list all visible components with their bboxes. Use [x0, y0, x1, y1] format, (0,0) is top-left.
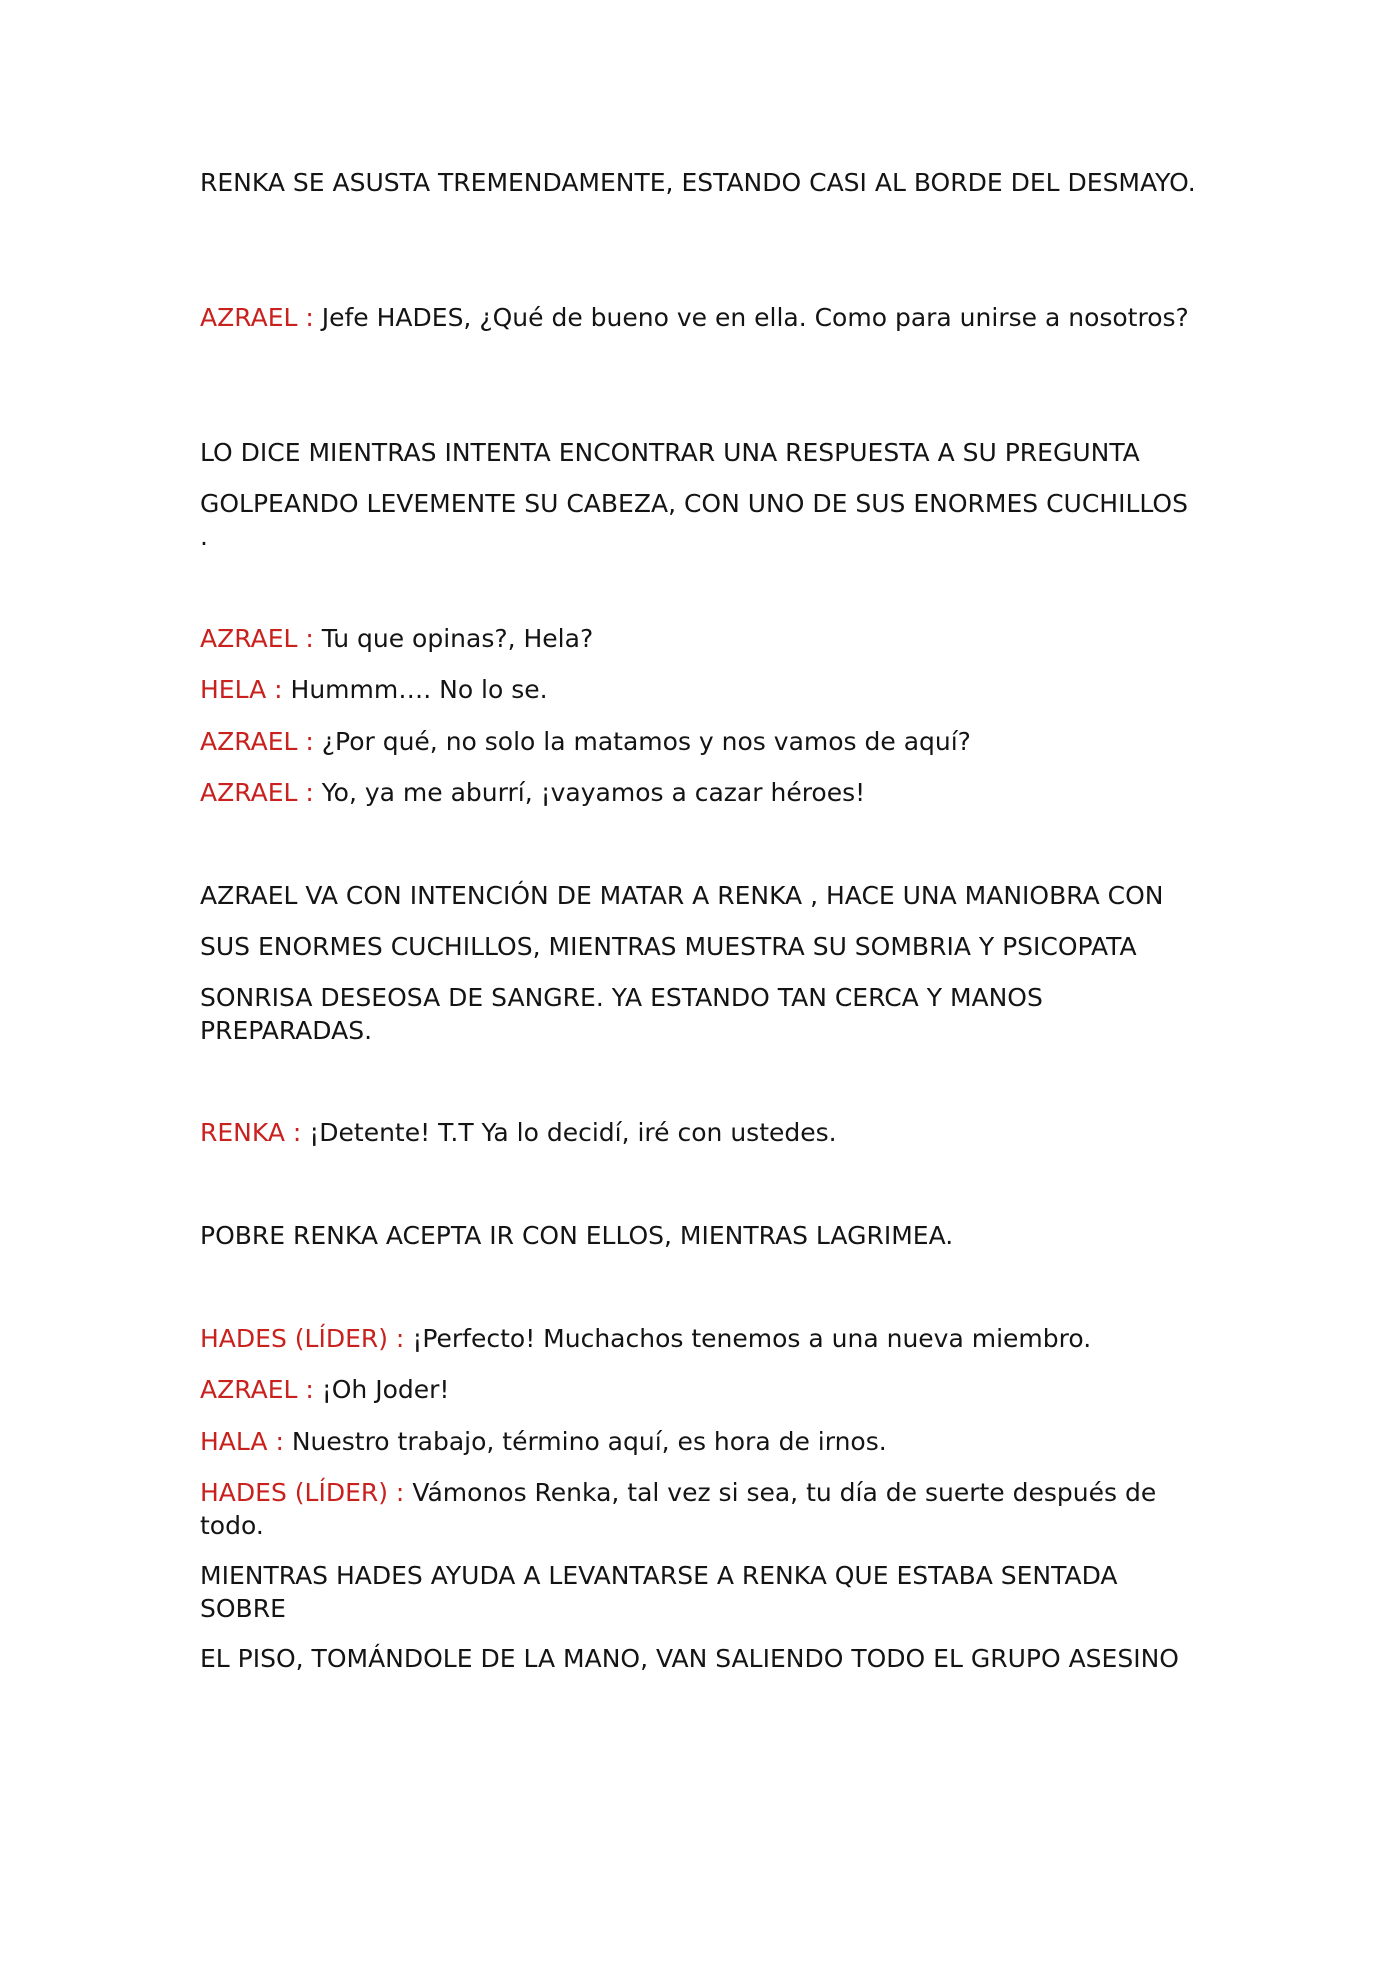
speaker-label: AZRAEL : — [200, 778, 322, 807]
dialogue-line — [200, 725, 1200, 758]
dialogue-text: ¡Detente! T.T Ya lo decidí, iré con ustedes. — [309, 1118, 837, 1147]
dialogue-line — [200, 1476, 1210, 1542]
speaker-label: AZRAEL : — [200, 727, 322, 756]
narration-paragraph: SUS ENORMES CUCHILLOS, MIENTRAS MUESTRA SU SOMBRIA Y PSICOPATA — [200, 932, 1137, 961]
speaker-label: HADES (LÍDER) : — [200, 1324, 413, 1353]
dialogue-text: Tu que opinas?, Hela? — [321, 624, 594, 653]
dialogue-line — [200, 1373, 1200, 1406]
dialogue-text: Vámonos Renka, tal vez si sea, tu día de suerte después de todo. — [200, 1478, 1157, 1540]
dialogue-line — [200, 622, 1200, 655]
dialogue-line — [200, 301, 1200, 334]
dialogue-line — [200, 1322, 1210, 1355]
speaker-label: AZRAEL : — [200, 624, 322, 653]
speaker-label: AZRAEL : — [200, 1375, 322, 1404]
dialogue-line — [200, 1425, 1200, 1458]
speaker-label: HELA : — [200, 675, 291, 704]
narration-paragraph: MIENTRAS HADES AYUDA A LEVANTARSE A RENKA QUE ESTABA SENTADA SOBRE — [200, 1561, 1118, 1623]
dialogue-text: Hummm…. No lo se. — [290, 675, 548, 704]
dialogue-line — [200, 673, 1200, 706]
dialogue-text: ¡Oh Joder! — [321, 1375, 450, 1404]
narration-paragraph: SONRISA DESEOSA DE SANGRE. YA ESTANDO TAN CERCA Y MANOS PREPARADAS. — [200, 983, 1043, 1045]
narration-paragraph: GOLPEANDO LEVEMENTE SU CABEZA, CON UNO DE SUS ENORMES CUCHILLOS . — [200, 489, 1188, 551]
narration-paragraph: EL PISO, TOMÁNDOLE DE LA MANO, VAN SALIENDO TODO EL GRUPO ASESINO — [200, 1644, 1179, 1673]
narration-paragraph: RENKA SE ASUSTA TREMENDAMENTE, ESTANDO CASI AL BORDE DEL DESMAYO. — [200, 168, 1196, 197]
speaker-label: HALA : — [200, 1427, 292, 1456]
dialogue-text: ¡Perfecto! Muchachos tenemos a una nueva miembro. — [412, 1324, 1092, 1353]
dialogue-text: Yo, ya me aburrí, ¡vayamos a cazar héroes! — [321, 778, 866, 807]
speaker-label: HADES (LÍDER) : — [200, 1478, 413, 1507]
dialogue-text: ¿Por qué, no solo la matamos y nos vamos de aquí? — [321, 727, 971, 756]
dialogue-line — [200, 1116, 1200, 1149]
speaker-label: AZRAEL : — [200, 303, 322, 332]
dialogue-text: Nuestro trabajo, término aquí, es hora de irnos. — [291, 1427, 887, 1456]
narration-paragraph: LO DICE MIENTRAS INTENTA ENCONTRAR UNA RESPUESTA A SU PREGUNTA — [200, 438, 1140, 467]
narration-paragraph: AZRAEL VA CON INTENCIÓN DE MATAR A RENKA , HACE UNA MANIOBRA CON — [200, 881, 1164, 910]
speaker-label: RENKA : — [200, 1118, 310, 1147]
dialogue-line — [200, 776, 1200, 809]
dialogue-text: Jefe HADES, ¿Qué de bueno ve en ella. Como para unirse a nosotros? — [321, 303, 1189, 332]
narration-paragraph: POBRE RENKA ACEPTA IR CON ELLOS, MIENTRAS LAGRIMEA. — [200, 1221, 954, 1250]
